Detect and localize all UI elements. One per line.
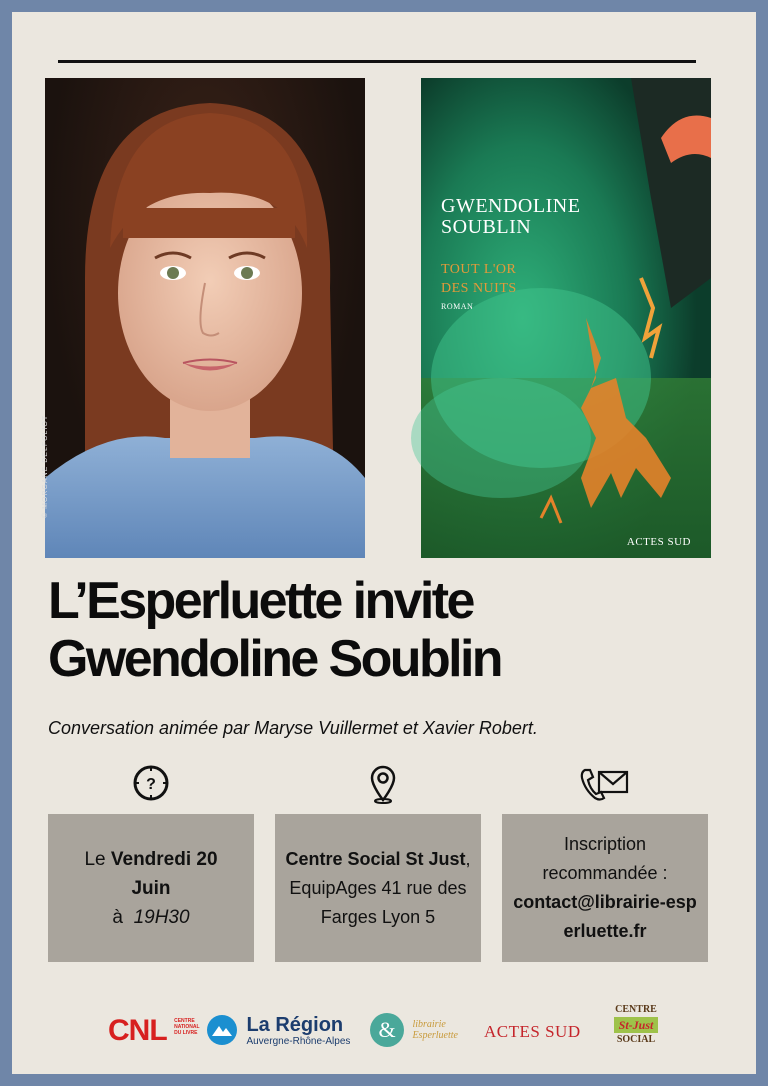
contact-email-link[interactable]: contact@librairie-esperluette.fr — [513, 892, 697, 941]
date-at: à — [112, 906, 129, 928]
clock-question-icon — [132, 764, 170, 807]
svg-text:?: ? — [146, 776, 156, 793]
partner-logos — [12, 1002, 756, 1062]
book-cover — [421, 78, 711, 558]
librairie-logo-text1: librairie — [412, 1019, 446, 1030]
author-photo — [42, 78, 365, 558]
contact-box — [502, 814, 708, 962]
cover-title-line2: DES NUITS — [441, 281, 517, 296]
cover-author — [441, 196, 580, 238]
centre-logo-mid: St-Just — [614, 1017, 658, 1033]
map-pin-icon — [368, 764, 398, 809]
centre-social-logo — [606, 1004, 666, 1046]
headline — [48, 572, 738, 688]
cover-author-first: GWENDOLINE — [441, 195, 581, 217]
cover-title — [441, 260, 517, 298]
top-rule — [58, 60, 696, 63]
cover-genre: ROMAN — [441, 302, 474, 311]
region-logo — [206, 1014, 350, 1047]
subtitle: Conversation animée par Maryse Vuillermet et Xavier Robert. — [48, 718, 538, 738]
region-emblem-icon — [206, 1014, 238, 1046]
cnl-sub1: CENTRE — [174, 1018, 195, 1024]
librairie-logo-text2: Esperluette — [412, 1030, 458, 1041]
poster — [12, 12, 756, 1074]
cover-title-line1: TOUT L'OR — [441, 262, 517, 277]
headline-line2: Gwendoline Soublin — [48, 630, 501, 688]
cover-author-last: SOUBLIN — [441, 216, 532, 238]
photo-credit: © MORGANE DELFOLIOT — [42, 414, 49, 518]
date-time: 19H30 — [133, 906, 190, 928]
region-logo-text: La Région — [246, 1014, 344, 1036]
cover-publisher: ACTES SUD — [626, 536, 691, 548]
place-box — [275, 814, 481, 962]
venue-name: Centre Social St Just — [285, 848, 466, 869]
librairie-logo — [369, 1012, 458, 1048]
date-box — [48, 814, 254, 962]
cnl-sub2: NATIONAL — [174, 1024, 200, 1030]
centre-logo-top: CENTRE — [615, 1004, 657, 1015]
date-day: Vendredi 20 — [110, 848, 218, 870]
date-month: Juin — [131, 877, 171, 899]
headline-line1: L’Esperluette invite — [48, 572, 473, 630]
ampersand-icon — [369, 1012, 405, 1048]
actes-sud-logo: ACTES SUD — [484, 1022, 581, 1041]
region-logo-sub: Auvergne-Rhône-Alpes — [246, 1036, 351, 1047]
svg-text:&: & — [378, 1017, 396, 1042]
centre-logo-bottom: SOCIAL — [616, 1034, 656, 1045]
phone-mail-icon — [579, 764, 631, 809]
date-prefix: Le — [84, 848, 111, 870]
contact-intro: Inscription recommandée : — [542, 834, 668, 883]
venue-address: EquipAges 41 rue des Farges Lyon 5 — [289, 877, 467, 927]
cnl-sub3: DU LIVRE — [174, 1030, 198, 1036]
venue-comma: , — [465, 848, 471, 869]
cnl-logo-text: CNL — [108, 1014, 167, 1047]
cnl-logo — [108, 1014, 200, 1048]
